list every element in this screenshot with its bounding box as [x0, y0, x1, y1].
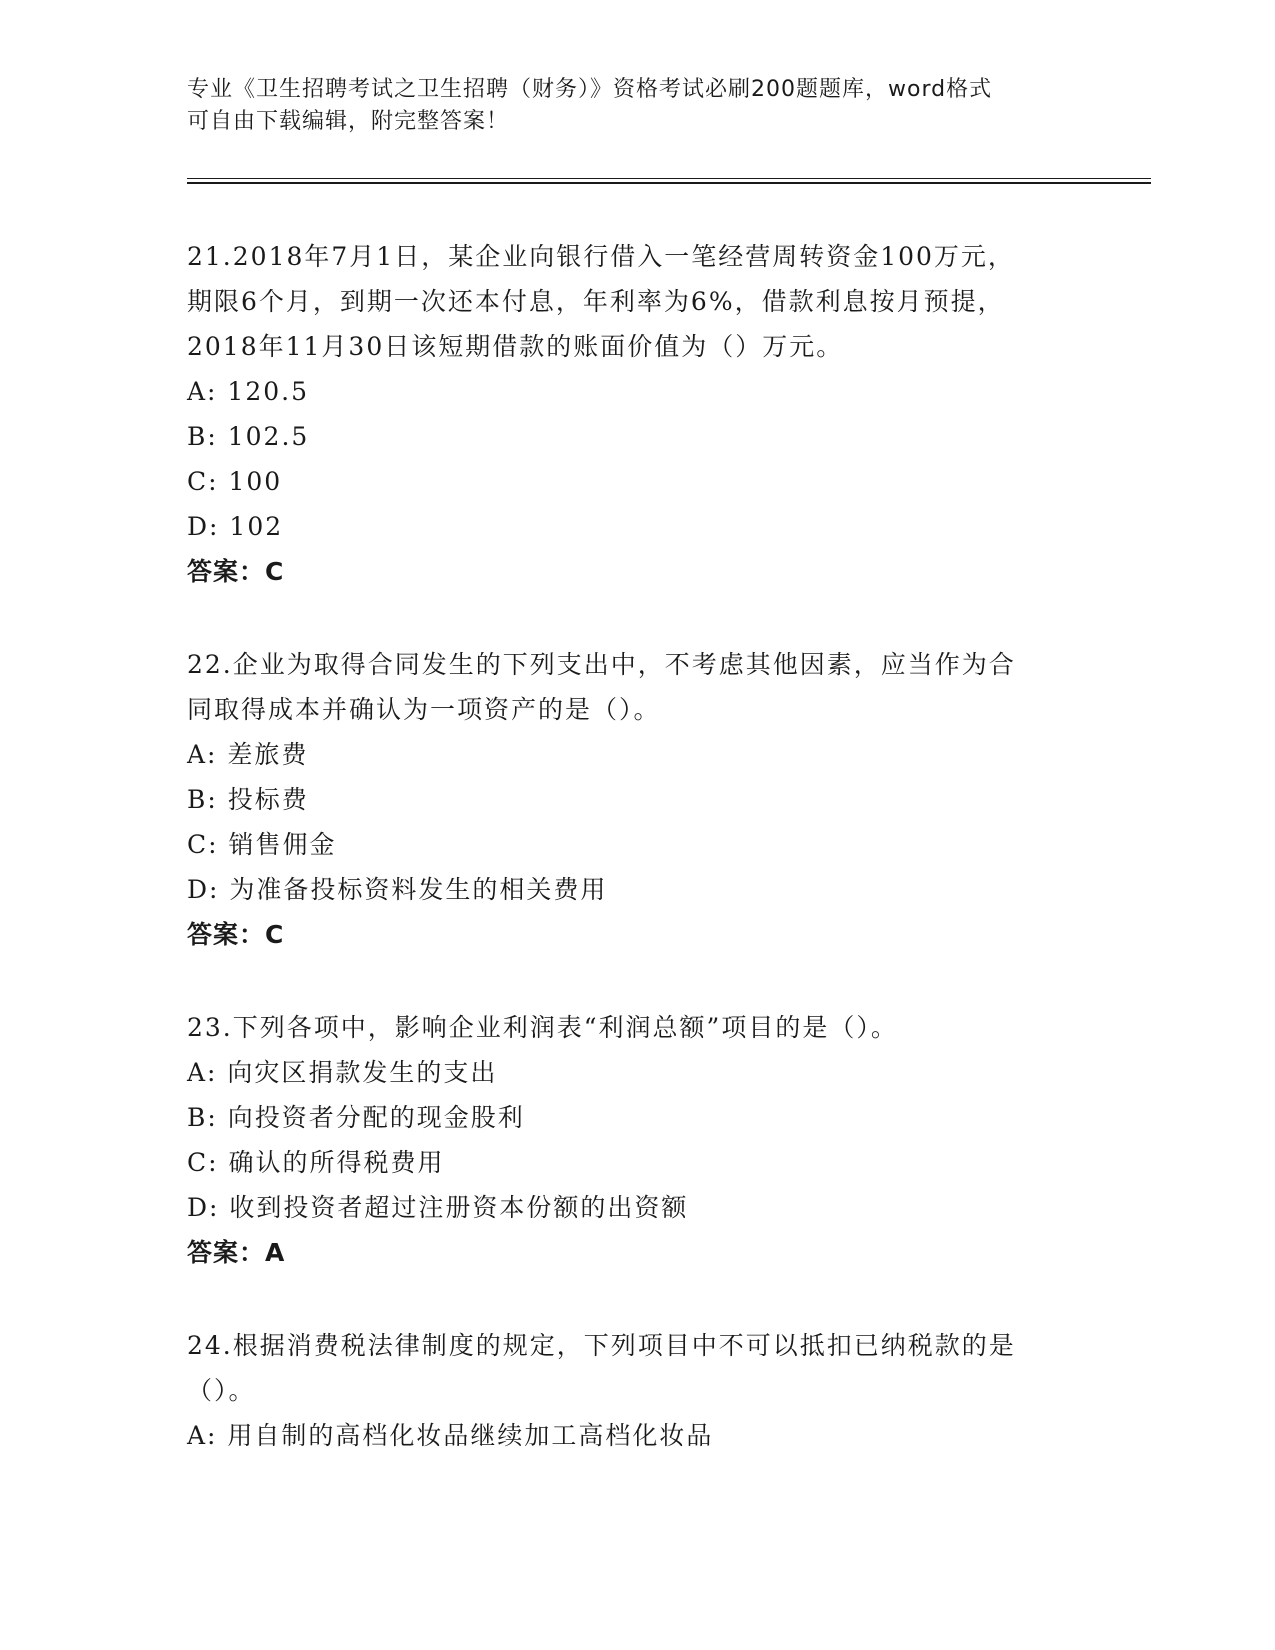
question-24 [187, 1323, 1087, 1458]
option-c: C: 确认的所得税费用 [187, 1148, 445, 1177]
option-b: B: 投标费 [187, 785, 309, 814]
question-stem-line: 2018年11月30日该短期借款的账面价值为（）万元。 [187, 332, 844, 361]
question-23 [187, 1005, 1087, 1275]
answer-label: 答案：C [187, 920, 285, 949]
question-stem-line: 22.企业为取得合同发生的下列支出中，不考虑其他因素，应当作为合 [187, 650, 1016, 679]
option-c: C: 100 [187, 467, 283, 496]
question-stem-line: （）。 [187, 1376, 256, 1405]
option-b: B: 102.5 [187, 422, 310, 451]
question-stem-line: 23.下列各项中，影响企业利润表“利润总额”项目的是（）。 [187, 1013, 898, 1042]
option-a: A: 差旅费 [187, 740, 309, 769]
header-line-1: 专业《卫生招聘考试之卫生招聘（财务）》资格考试必刷200题题库，word格式 [187, 77, 993, 102]
option-a: A: 向灾区捐款发生的支出 [187, 1058, 498, 1087]
question-stem-line: 21.2018年7月1日，某企业向银行借入一笔经营周转资金100万元， [187, 242, 1015, 271]
option-c: C: 销售佣金 [187, 830, 337, 859]
option-a: A: 120.5 [187, 377, 309, 406]
header-divider-thin [187, 178, 1151, 179]
option-a: A: 用自制的高档化妆品继续加工高档化妆品 [187, 1421, 714, 1450]
question-stem-line: 24.根据消费税法律制度的规定，下列项目中不可以抵扣已纳税款的是 [187, 1331, 1016, 1360]
answer-label: 答案：A [187, 1238, 286, 1267]
answer-label: 答案：C [187, 557, 285, 586]
question-stem-line: 期限6个月，到期一次还本付息，年利率为6%，借款利息按月预提， [187, 287, 1005, 316]
question-22 [187, 642, 1087, 957]
option-d: D: 102 [187, 512, 284, 541]
header-divider-thick [187, 182, 1151, 184]
option-d: D: 收到投资者超过注册资本份额的出资额 [187, 1193, 689, 1222]
option-d: D: 为准备投标资料发生的相关费用 [187, 875, 608, 904]
header-line-2: 可自由下载编辑，附完整答案！ [187, 109, 510, 134]
document-header [187, 74, 1087, 138]
question-21 [187, 234, 1087, 594]
option-b: B: 向投资者分配的现金股利 [187, 1103, 525, 1132]
question-stem-line: 同取得成本并确认为一项资产的是（）。 [187, 695, 661, 724]
